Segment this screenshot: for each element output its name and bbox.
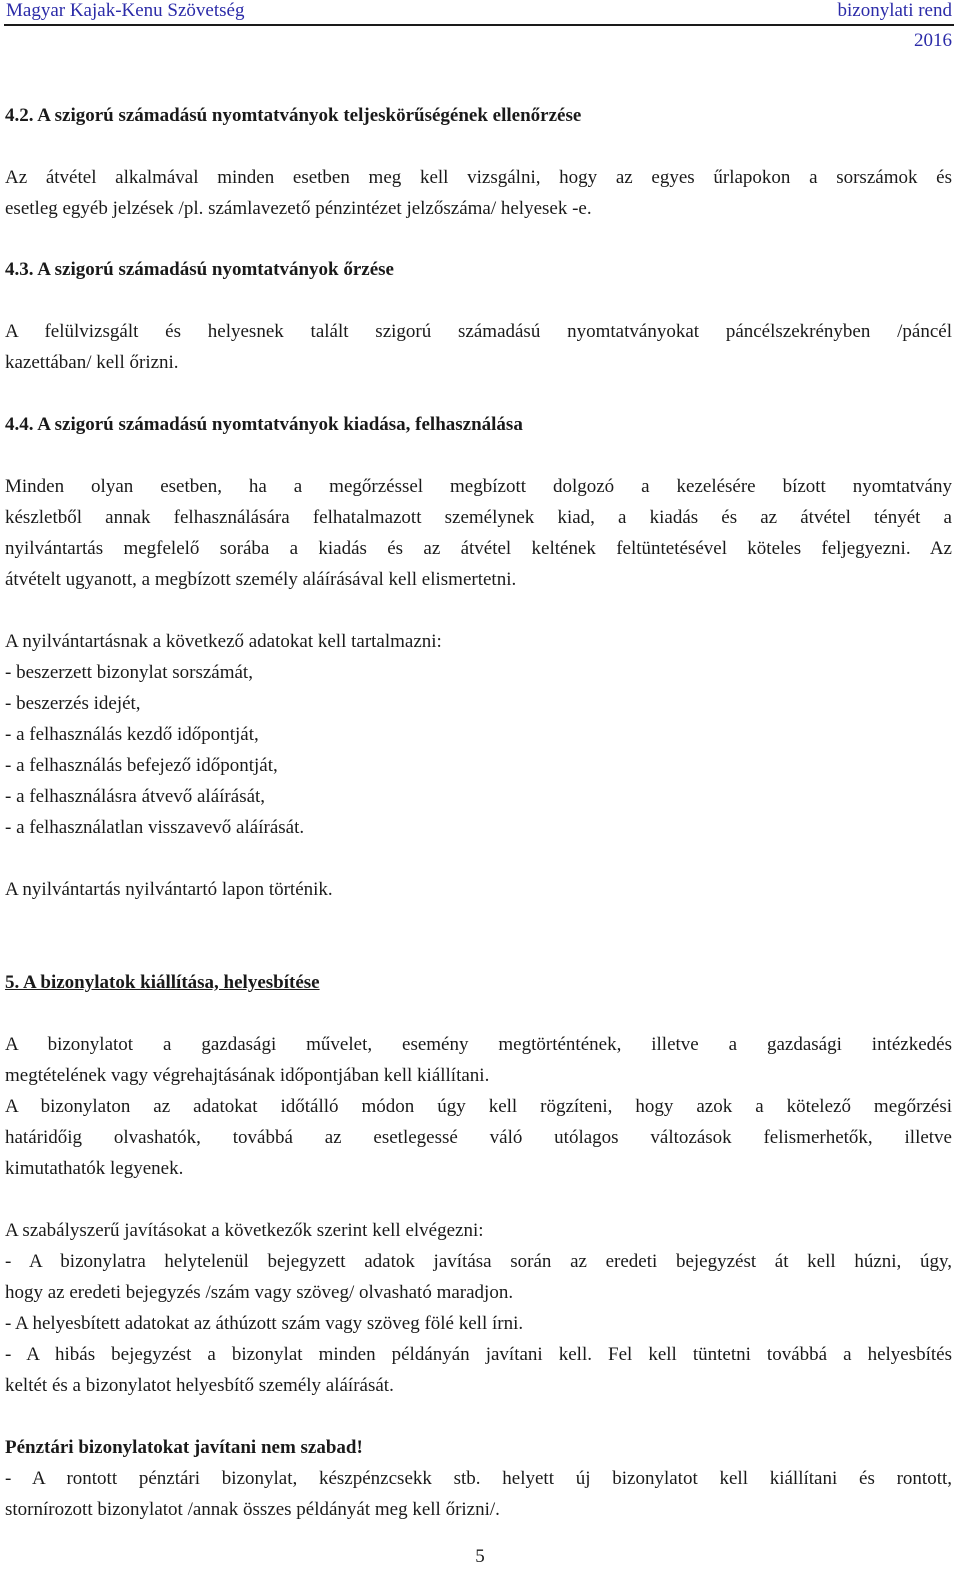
section-5-paragraph-1: [5, 1029, 952, 1091]
list-item: - a felhasználásra átvevő aláírását,: [5, 786, 266, 807]
list-item: - a felhasználatlan visszavevő aláírását.: [5, 817, 305, 838]
record-items-list: [5, 657, 952, 843]
list-intro: A nyilvántartásnak a következő adatokat kell tartalmazni:: [5, 631, 442, 652]
document-body: [5, 100, 952, 1525]
section-4-4-paragraph: [5, 471, 952, 595]
list-item: - beszerzés idejét,: [5, 693, 141, 714]
corrections-intro: A szabályszerű javításokat a következők szerint kell elvégezni:: [5, 1220, 484, 1241]
text-line: megtételének vagy végrehajtásának időpontjában kell kiállítani.: [5, 1065, 490, 1086]
list-item: - a felhasználás kezdő időpontját,: [5, 724, 259, 745]
text-line: határidőig olvashatók, továbbá az esetlegessé váló utólagos változások felismerhetők, illetve: [5, 1127, 952, 1148]
list-item-continuation: hogy az eredeti bejegyzés /szám vagy szöveg/ olvasható maradjon.: [5, 1282, 514, 1303]
section-4-2-paragraph: [5, 162, 952, 224]
list-item: - a felhasználás befejező időpontját,: [5, 755, 278, 776]
text-line: A felülvizsgált és helyesnek talált szigorú számadású nyomtatványokat páncélszekrényben /páncél: [5, 321, 952, 342]
header-year: 2016: [914, 30, 952, 51]
header-organization: Magyar Kajak-Kenu Szövetség: [6, 0, 245, 21]
text-line: A bizonylaton az adatokat időtálló módon úgy kell rögzíteni, hogy azok a kötelező megőrzési: [5, 1096, 952, 1117]
text-line: kazettában/ kell őrizni.: [5, 352, 179, 373]
list-item: - A helyesbített adatokat az áthúzott szám vagy szöveg fölé kell írni.: [5, 1313, 524, 1334]
corrections-list: [5, 1246, 952, 1401]
text-line: nyilvántartás megfelelő sorába a kiadás és az átvétel keltének feltüntetésével köteles feljegyezni. Az: [5, 538, 952, 559]
header-document-title: bizonylati rend: [837, 0, 952, 21]
text-line: esetleg egyéb jelzések /pl. számlavezető pénzintézet jelzőszáma/ helyesek -e.: [5, 198, 592, 219]
section-4-2-title: 4.2. A szigorú számadású nyomtatványok teljeskörűségének ellenőrzése: [5, 105, 582, 126]
cash-receipt-warning: Pénztári bizonylatokat javítani nem szabad!: [5, 1437, 363, 1458]
section-5-title: 5. A bizonylatok kiállítása, helyesbítése: [5, 972, 320, 993]
text-line: kimutathatók legyenek.: [5, 1158, 184, 1179]
text-line: átvételt ugyanott, a megbízott személy aláírásával kell elismertetni.: [5, 569, 517, 590]
section-4-4-title: 4.4. A szigorú számadású nyomtatványok kiadása, felhasználása: [5, 414, 523, 435]
records-closing: A nyilvántartás nyilvántartó lapon történik.: [5, 879, 333, 900]
text-line: Minden olyan esetben, ha a megőrzéssel megbízott dolgozó a kezelésére bízott nyomtatvány: [5, 476, 952, 497]
text-line: készletből annak felhasználására felhatalmazott személynek kiad, a kiadás és az átvétel tényét a: [5, 507, 952, 528]
list-item: - A hibás bejegyzést a bizonylat minden példányán javítani kell. Fel kell tüntetni továbbá a helyesbítés: [5, 1344, 952, 1365]
cash-receipt-rule: [5, 1463, 952, 1525]
section-5-paragraph-2: [5, 1091, 952, 1184]
list-item: - A rontott pénztári bizonylat, készpénzcsekk stb. helyett új bizonylatot kell kiállítani és rontott,: [5, 1468, 952, 1489]
text-line: A bizonylatot a gazdasági művelet, esemény megtörténtének, illetve a gazdasági intézkedés: [5, 1034, 952, 1055]
list-item: - A bizonylatra helytelenül bejegyzett adatok javítása során az eredeti bejegyzést át kell húzni, úgy,: [5, 1251, 952, 1272]
text-line: Az átvétel alkalmával minden esetben meg kell vizsgálni, hogy az egyes űrlapokon a sorszámok és: [5, 167, 952, 188]
list-item: - beszerzett bizonylat sorszámát,: [5, 662, 253, 683]
section-4-3-paragraph: [5, 316, 952, 378]
section-4-3-title: 4.3. A szigorú számadású nyomtatványok őrzése: [5, 259, 394, 280]
list-item-continuation: stornírozott bizonylatot /annak összes példányát meg kell őrizni/.: [5, 1499, 500, 1520]
list-item-continuation: keltét és a bizonylatot helyesbítő személy aláírását.: [5, 1375, 394, 1396]
header-divider: [4, 24, 954, 26]
page-number: 5: [475, 1546, 485, 1567]
